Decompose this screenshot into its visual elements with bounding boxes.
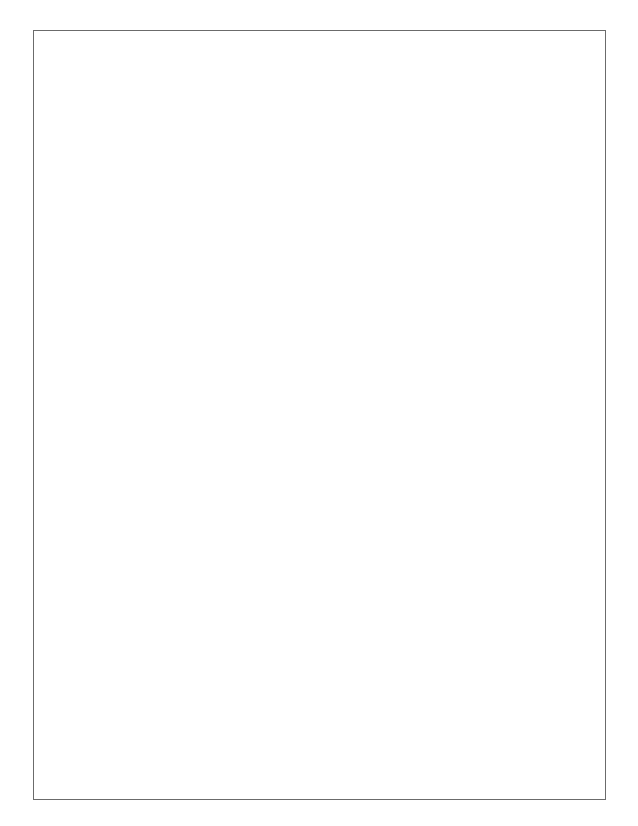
file-name-heading bbox=[75, 168, 595, 183]
output-name-line bbox=[75, 107, 595, 119]
output-marks-label bbox=[75, 119, 595, 131]
output-block bbox=[75, 107, 595, 131]
page-footer bbox=[75, 767, 565, 783]
question-heading bbox=[75, 142, 595, 157]
output-heading bbox=[75, 84, 595, 99]
page-content bbox=[75, 76, 595, 193]
